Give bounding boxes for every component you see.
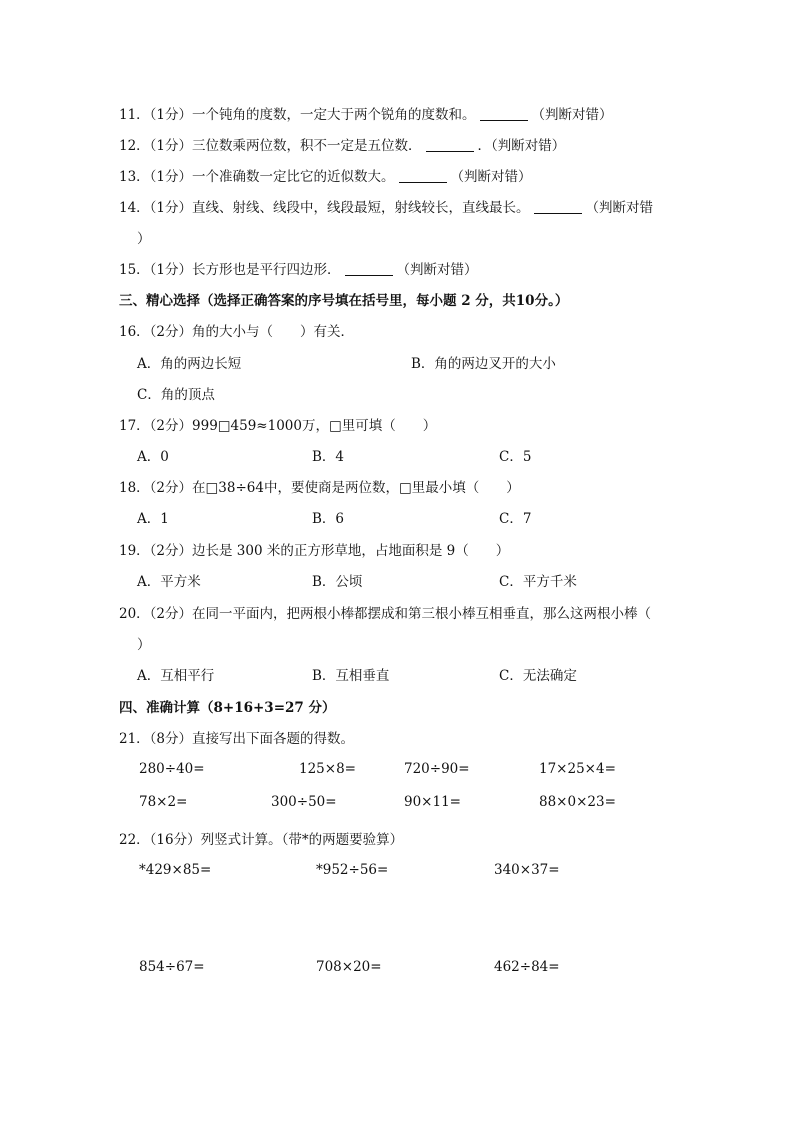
question-22-stem: 22．（16分）列竖式计算。（带*的两题要验算） <box>119 832 404 848</box>
question-17-option-b[interactable]: B．4 <box>312 449 345 465</box>
question-15-text: 15．（1分）长方形也是平行四边形． <box>119 262 341 278</box>
mental-calc-item: 78×2= <box>139 794 188 810</box>
question-17-option-c[interactable]: C．5 <box>499 449 532 465</box>
question-17-stem: 17．（2分）999□459≈1000万，□里可填（ ） <box>119 418 437 434</box>
mental-calc-item: 90×11= <box>404 794 461 810</box>
vertical-calc-item: 854÷67= <box>139 959 205 975</box>
question-18-option-c[interactable]: C．7 <box>499 511 532 527</box>
question-11-text: 11．（1分）一个钝角的度数，一定大于两个锐角的度数和。 <box>119 107 476 123</box>
answer-blank[interactable] <box>426 150 474 152</box>
question-19-option-a[interactable]: A．平方米 <box>137 574 201 590</box>
question-20-option-c[interactable]: C．无法确定 <box>499 668 577 684</box>
question-14 <box>119 196 653 216</box>
vertical-calc-item: 340×37= <box>494 862 560 878</box>
answer-blank[interactable] <box>345 274 393 276</box>
question-12 <box>119 134 565 154</box>
question-15 <box>119 258 478 278</box>
question-20-option-b[interactable]: B．互相垂直 <box>312 668 390 684</box>
vertical-calc-item: *952÷56= <box>316 862 389 878</box>
question-18-option-b[interactable]: B．6 <box>312 511 345 527</box>
question-17-option-a[interactable]: A．0 <box>137 449 169 465</box>
question-14-text: 14．（1分）直线、射线、线段中，线段最短，射线较长，直线最长。 <box>119 200 530 216</box>
question-19-stem: 19．（2分）边长是 300 米的正方形草地，占地面积是 9（ ） <box>119 543 510 559</box>
question-16-option-c[interactable]: C．角的顶点 <box>137 387 215 403</box>
mental-calc-item: 125×8= <box>299 761 356 777</box>
mental-calc-item: 280÷40= <box>139 761 205 777</box>
question-18-stem: 18．（2分）在□38÷64中，要使商是两位数，□里最小填（ ） <box>119 480 520 496</box>
question-19-option-b[interactable]: B．公顷 <box>312 574 363 590</box>
mental-calc-item: 720÷90= <box>404 761 470 777</box>
question-14-continuation: ） <box>137 231 151 247</box>
question-11-tag: （判断对错） <box>531 107 613 123</box>
question-13 <box>119 165 532 185</box>
question-20-stem: 20．（2分）在同一平面内，把两根小棒都摆成和第三根小棒互相垂直，那么这两根小棒（ <box>119 606 652 622</box>
question-16-option-b[interactable]: B．角的两边叉开的大小 <box>411 356 556 372</box>
question-12-text: 12．（1分）三位数乘两位数，积不一定是五位数． <box>119 138 422 154</box>
answer-blank[interactable] <box>480 119 528 121</box>
mental-calc-item: 88×0×23= <box>539 794 616 810</box>
question-20-stem-continuation: ） <box>137 637 151 653</box>
mental-calc-item: 300÷50= <box>271 794 337 810</box>
question-15-tag: （判断对错） <box>396 262 478 278</box>
question-16-stem: 16．（2分）角的大小与（ ）有关． <box>119 324 355 340</box>
mental-calc-item: 17×25×4= <box>539 761 616 777</box>
answer-blank[interactable] <box>399 181 447 183</box>
question-16-option-a[interactable]: A．角的两边长短 <box>137 356 242 372</box>
question-19-option-c[interactable]: C．平方千米 <box>499 574 577 590</box>
question-12-tag: ．（判断对错） <box>477 138 566 154</box>
vertical-calc-item: 708×20= <box>316 959 382 975</box>
question-14-tag: （判断对错 <box>585 200 654 216</box>
question-21-stem: 21．（8分）直接写出下面各题的得数。 <box>119 731 355 747</box>
question-11 <box>119 103 613 123</box>
question-18-option-a[interactable]: A．1 <box>137 511 169 527</box>
vertical-calc-item: *429×85= <box>139 862 212 878</box>
answer-blank[interactable] <box>534 212 582 214</box>
question-13-text: 13．（1分）一个准确数一定比它的近似数大。 <box>119 169 395 185</box>
section-heading-calculation: 四、准确计算（8+16+3=27 分） <box>119 700 336 716</box>
question-20-option-a[interactable]: A．互相平行 <box>137 668 215 684</box>
question-13-tag: （判断对错） <box>450 169 532 185</box>
section-heading-choice: 三、精心选择（选择正确答案的序号填在括号里，每小题 2 分，共10分。） <box>119 293 569 309</box>
vertical-calc-item: 462÷84= <box>494 959 560 975</box>
